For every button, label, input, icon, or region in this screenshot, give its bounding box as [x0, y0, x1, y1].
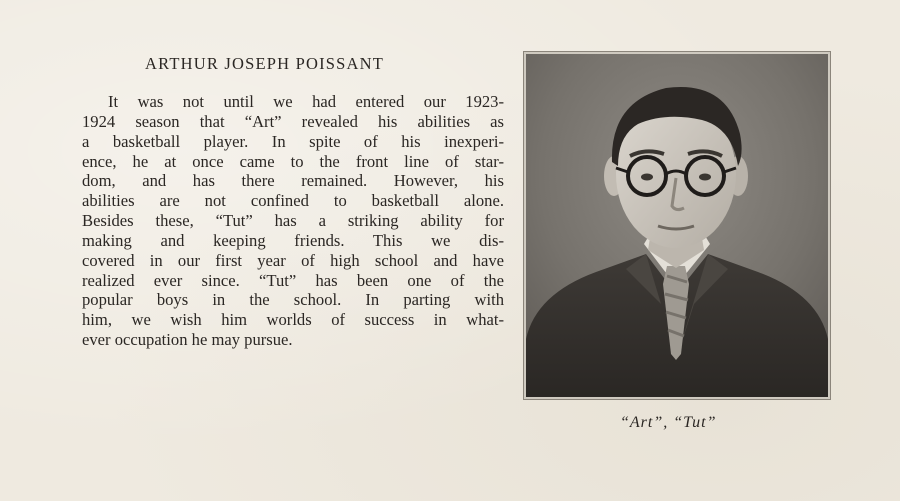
- bio-line: 1924 season that “Art” revealed his abilities as: [82, 111, 504, 131]
- portrait-illustration: [526, 54, 828, 397]
- bio-line: him, we wish him worlds of success in what-: [82, 310, 504, 330]
- bio-line: Besides these, “Tut” has a striking ability for: [82, 211, 504, 231]
- portrait-photo: [524, 52, 830, 399]
- bio-line: covered in our first year of high school and have: [82, 250, 504, 270]
- nickname-caption: “Art”, “Tut”: [620, 414, 717, 431]
- bio-line: ence, he at once came to the front line of star-: [82, 151, 504, 171]
- bio-line: dom, and has there remained. However, his: [82, 171, 504, 191]
- bio-line: It was not until we had entered our 1923-: [108, 92, 504, 111]
- bio-line: popular boys in the school. In parting with: [82, 290, 504, 310]
- student-biography: [82, 92, 504, 350]
- bio-line: abilities are not confined to basketball alone.: [82, 191, 504, 211]
- bio-line: a basketball player. In spite of his inexperi-: [82, 131, 504, 151]
- bio-line: realized ever since. “Tut” has been one of the: [82, 270, 504, 290]
- bio-line: ever occupation he may pursue.: [82, 330, 293, 350]
- student-name-heading: ARTHUR JOSEPH POISSANT: [145, 54, 385, 73]
- bio-line: making and keeping friends. This we dis-: [82, 230, 504, 250]
